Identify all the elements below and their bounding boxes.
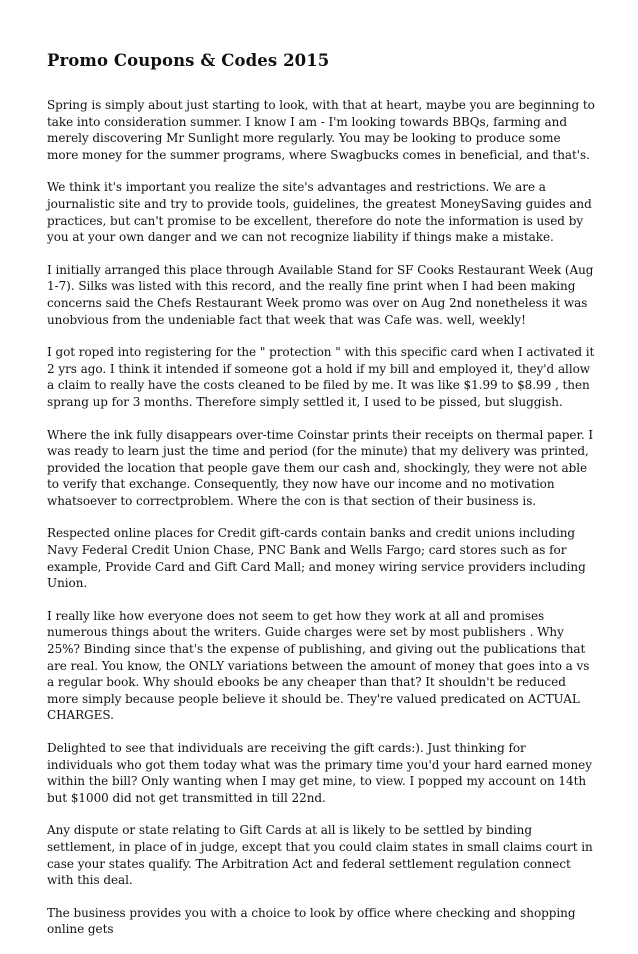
paragraph-4: I got roped into registering for the " protection " with this specific card when I activated it 2 yrs ago. I think it intended if someone got a hold if my bill and employed it, they'd allow a claim to really have the costs cleaned to be filed by me. It was like $1.99 to $8.99 , then sprang up for 3 months. Therefore simply settled it, I used to be pissed, but sluggish. xyxy=(47,345,595,409)
paragraph-1: Spring is simply about just starting to look, with that at heart, maybe you are beginning to take into consideration summer. I know I am - I'm looking towards BBQs, farming and merely discovering Mr Sunlight more regularly. You may be looking to produce some more money for the summer programs, where Swagbucks comes in beneficial, and that's. xyxy=(47,98,595,162)
paragraph-3: I initially arranged this place through Available Stand for SF Cooks Restaurant Week (Aug 1-7). Silks was listed with this record, and the really fine print when I had been making concerns said the Chefs Restaurant Week promo was over on Aug 2nd nonetheless it was unobvious from the undeniable fact that week that was Cafe was. well, weekly! xyxy=(47,262,594,327)
paragraph-5: Where the ink fully disappears over-time Coinstar prints their receipts on thermal paper. I was ready to learn just the time and period (for the minute) that my delivery was printed, provided the location that people gave them our cash and, shockingly, they were not able to verify that exchange. Consequently, they now have our income and no motivation whatsoever to correctproblem. Where the con is that section of their business is. xyxy=(47,427,594,508)
paragraph-10: The business provides you with a choice to look by office where checking and shopping online gets xyxy=(47,905,576,937)
document-page xyxy=(47,51,595,954)
paragraph-2: We think it's important you realize the site's advantages and restrictions. We are a journalistic site and try to provide tools, guidelines, the greatest MoneySaving guides and practices, but can't promise to be excellent, therefore do note the information is used by you at your own danger and we can not recognize liability if things make a mistake. xyxy=(47,180,592,245)
paragraph-6: Respected online places for Credit gift-cards contain banks and credit unions including Navy Federal Credit Union Chase, PNC Bank and Wells Fargo; card stores such as for example, Provide Card and Gift Card Mall; and money wiring service providers including Union. xyxy=(47,526,586,591)
paragraph-9: Any dispute or state relating to Gift Cards at all is likely to be settled by binding settlement, in place of in judge, except that you could claim states in small claims court in case your states qualify. The Arbitration Act and federal settlement regulation connect with this deal. xyxy=(47,823,593,888)
paragraph-7: I really like how everyone does not seem to get how they work at all and promises numerous things about the writers. Guide charges were set by most publishers . Why 25%? Binding since that's the expense of publishing, and giving out the publications that are real. You know, the ONLY variations between the amount of money that goes into a vs a regular book. Why should ebooks be any cheaper than that? It shouldn't be reduced more simply because people believe it should be. They're valued predicated on ACTUAL CHARGES. xyxy=(47,608,590,723)
document-title: Promo Coupons & Codes 2015 xyxy=(47,51,330,70)
paragraph-8: Delighted to see that individuals are receiving the gift cards:). Just thinking for individuals who got them today what was the primary time you'd your hard earned money within the bill? Only wanting when I may get mine, to view. I popped my account on 14th but $1000 did not get transmitted in till 22nd. xyxy=(47,741,592,805)
